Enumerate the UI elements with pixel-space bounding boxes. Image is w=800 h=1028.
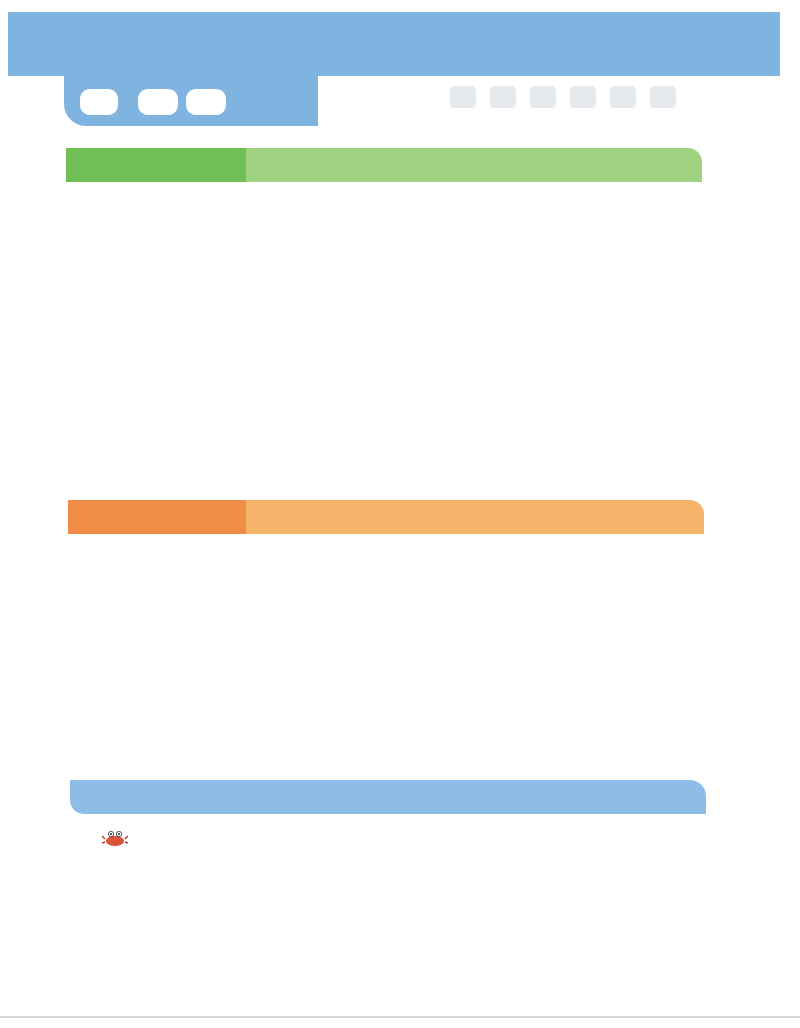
top-band bbox=[8, 12, 780, 76]
faint-watermark bbox=[450, 86, 700, 110]
day-header bbox=[74, 86, 230, 118]
date-blank[interactable] bbox=[186, 89, 226, 115]
oral-practice-title bbox=[66, 148, 246, 182]
month-blank[interactable] bbox=[138, 89, 178, 115]
oral-practice-banner bbox=[66, 148, 702, 182]
page-bottom-rule bbox=[0, 1016, 800, 1018]
written-practice-banner bbox=[68, 500, 704, 534]
written-practice-title bbox=[68, 500, 246, 534]
crab-icon bbox=[102, 830, 128, 848]
mistakes-instruction bbox=[92, 830, 138, 848]
day-number bbox=[80, 89, 118, 115]
mistakes-banner bbox=[70, 780, 706, 814]
